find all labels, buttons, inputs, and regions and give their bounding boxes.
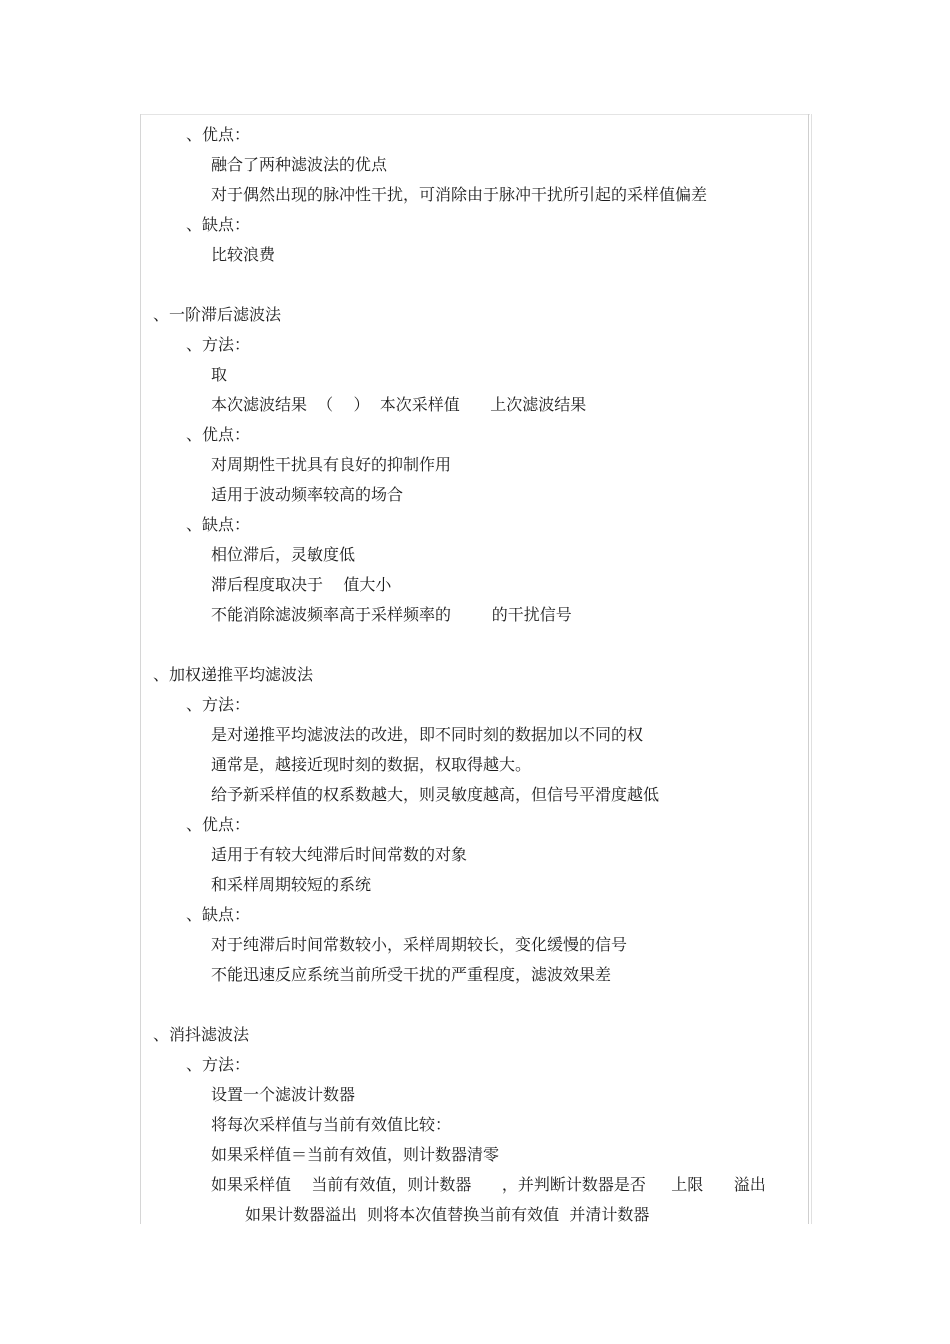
text-line: 滞后程度取决于 值大小 [211,575,392,594]
subheading-method: 、方法： [186,1055,251,1074]
page-frame-top [140,114,810,115]
text-line: 适用于波动频率较高的场合 [211,485,404,504]
text-line: 给予新采样值的权系数越大，则灵敏度越高，但信号平滑度越低 [211,785,660,804]
formula-line: 本次滤波结果 （ ） 本次采样值 上次滤波结果 [211,395,587,414]
text-line: 和采样周期较短的系统 [211,875,372,894]
subheading-method: 、方法： [186,335,251,354]
text-line: 对周期性干扰具有良好的抑制作用 [211,455,452,474]
subheading-advantages: 、优点： [186,425,251,444]
text-line: 通常是，越接近现时刻的数据，权取得越大。 [211,755,532,774]
subheading-advantages: 、优点： [186,125,251,144]
page-frame-left [140,114,141,1224]
text-line: 如果采样值＝当前有效值，则计数器清零 [211,1145,500,1164]
text-line: 适用于有较大纯滞后时间常数的对象 [211,845,468,864]
text-line: 相位滞后，灵敏度低 [211,545,356,564]
text-line: 对于纯滞后时间常数较小，采样周期较长，变化缓慢的信号 [211,935,628,954]
page-frame-right [808,114,809,1224]
page-frame-right-shadow [811,114,812,1224]
text-line: 对于偶然出现的脉冲性干扰，可消除由于脉冲干扰所引起的采样值偏差 [211,185,708,204]
section-heading: 、一阶滞后滤波法 [153,305,282,324]
subheading-disadvantages: 、缺点： [186,905,251,924]
text-line: 不能迅速反应系统当前所受干扰的严重程度，滤波效果差 [211,965,612,984]
section-heading: 、消抖滤波法 [153,1025,250,1044]
text-line: 取 [211,365,228,384]
text-line: 如果采样值 当前有效值，则计数器 ，并判断计数器是否 上限 溢出 [211,1175,766,1194]
subheading-method: 、方法： [186,695,251,714]
text-line: 是对递推平均滤波法的改进，即不同时刻的数据加以不同的权 [211,725,644,744]
subheading-advantages: 、优点： [186,815,251,834]
text-line: 将每次采样值与当前有效值比较： [211,1115,452,1134]
text-line: 设置一个滤波计数器 [211,1085,356,1104]
section-heading: 、加权递推平均滤波法 [153,665,314,684]
text-line: 比较浪费 [211,245,276,264]
text-line: 不能消除滤波频率高于采样频率的 的干扰信号 [211,605,572,624]
subheading-disadvantages: 、缺点： [186,515,251,534]
text-line: 融合了两种滤波法的优点 [211,155,388,174]
text-line-indented: 如果计数器溢出 则将本次值替换当前有效值 并清计数器 [245,1205,650,1224]
subheading-disadvantages: 、缺点： [186,215,251,234]
